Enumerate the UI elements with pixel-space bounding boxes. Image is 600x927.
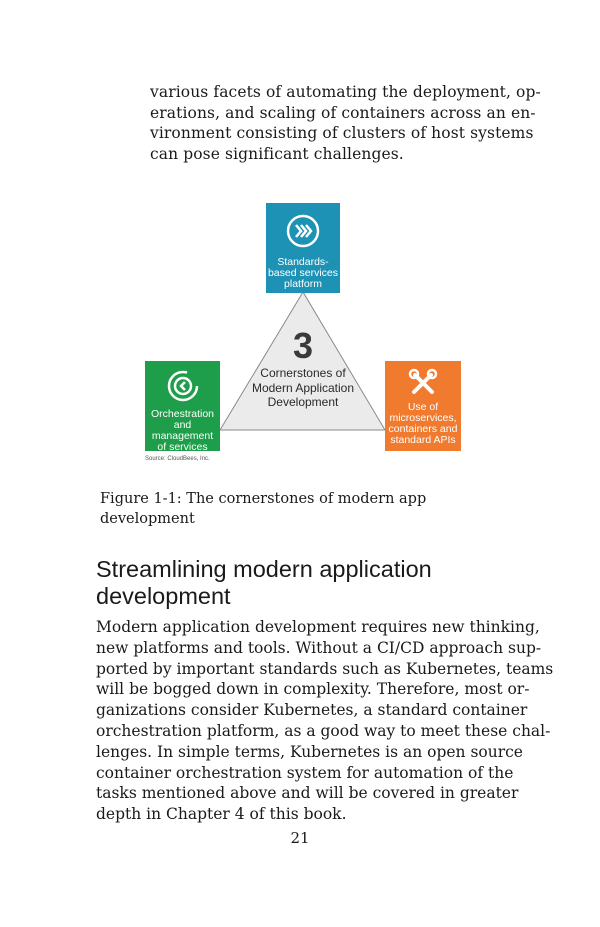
standards-box-label [266,257,340,290]
microservices-box [385,361,461,451]
intro-line: can pose significant challenges. [150,144,404,163]
figure-source: Source: CloudBees, Inc. [145,456,210,462]
body-line: lenges. In simple terms, Kubernetes is an open source [96,742,523,761]
intro-line: erations, and scaling of containers across an en- [150,103,536,122]
chevron-arrows-icon [286,214,320,248]
intro-paragraph [150,82,541,164]
section-heading [96,556,496,610]
body-line: will be bogged down in complexity. Therefore, most or- [96,680,530,699]
body-line: tasks mentioned above and will be covered in greater [96,784,519,803]
section-heading-line: development [96,583,231,609]
intro-line: various facets of automating the deployment, op- [150,83,541,101]
body-line: ported by important standards such as Kubernetes, teams [96,659,554,678]
cornerstones-figure [140,200,470,470]
box-label-line: Orchestration [150,408,215,420]
standards-box [266,203,340,293]
center-label-line: Cornerstones of [260,366,346,380]
box-label-line: Standards- [277,256,329,268]
box-label-line: standard APIs [390,434,456,446]
figure-caption: Figure 1-1: The cornerstones of modern app development [100,491,427,527]
wrench-tools-icon [406,366,440,400]
box-label-line: containers and [388,423,458,435]
body-line: depth in Chapter 4 of this book. [96,805,347,824]
center-label-line: Modern Application [251,380,355,395]
box-label-line: microservices, [389,412,457,424]
body-line: container orchestration system for automation of the [96,763,514,782]
body-line: Modern application development requires new thinking, [96,618,540,636]
center-label-line: Development [267,395,339,409]
body-paragraph [96,617,554,825]
intro-line: vironment consisting of clusters of host systems [150,124,534,142]
center-number: 3 [292,325,314,366]
box-label-line: of services [157,441,208,453]
box-label-line: Use of [407,401,439,413]
body-line: new platforms and tools. Without a CI/CD approach sup- [96,638,542,657]
orchestration-box-label [145,409,220,453]
body-line: orchestration platform, as a good way to meet these chal- [96,721,551,740]
page-number: 21 [290,829,310,847]
box-label-line: platform [284,278,322,290]
body-line: ganizations consider Kubernetes, a standard container [96,701,528,720]
section-heading-line: Streamlining modern application [96,556,432,582]
orchestration-cycle-icon [166,369,200,403]
box-label-line: and management [151,419,214,442]
orchestration-box [145,361,220,451]
box-label-line: based services [267,267,339,279]
microservices-box-label [385,402,461,446]
center-label [233,366,373,410]
